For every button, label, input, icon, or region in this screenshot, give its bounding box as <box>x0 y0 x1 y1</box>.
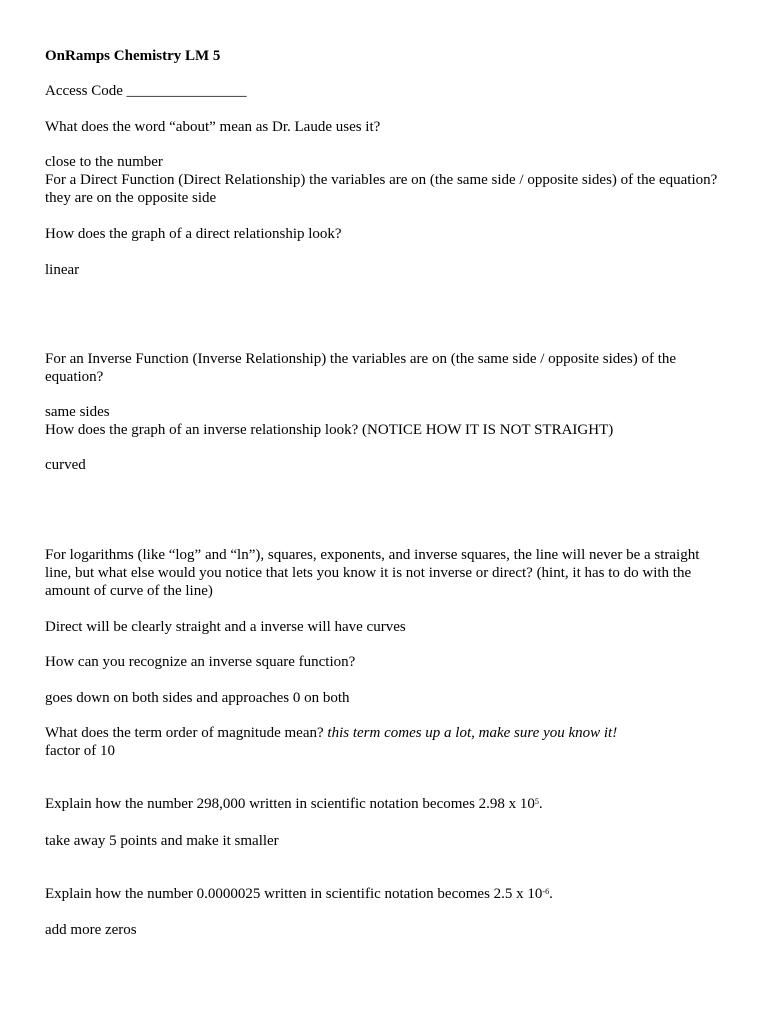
answer-10: add more zeros <box>45 922 137 938</box>
answer-3: linear <box>45 262 80 278</box>
question-8-text: What does the term order of magnitude mean? <box>45 725 324 741</box>
question-10-end: . <box>549 886 553 902</box>
question-4-line-2: equation? <box>45 369 104 385</box>
answer-4: same sides <box>45 404 110 420</box>
answer-2: they are on the opposite side <box>45 190 217 206</box>
question-8 <box>45 724 728 742</box>
question-6-line-3: amount of curve of the line) <box>45 583 213 599</box>
access-code-line: Access Code ________________ <box>45 83 247 99</box>
question-6-line-2: line, but what else would you notice that lets you know it is not inverse or direct? (hint, it has to do with the <box>45 565 692 581</box>
question-8-note: this term comes up a lot, make sure you know it! <box>327 725 618 741</box>
question-1: What does the word “about” mean as Dr. Laude uses it? <box>45 119 381 135</box>
question-10 <box>45 885 728 903</box>
question-9 <box>45 795 728 813</box>
answer-1: close to the number <box>45 154 163 170</box>
question-9-text: Explain how the number 298,000 written in scientific notation becomes 2.98 x 10 <box>45 796 535 812</box>
question-4-line-1: For an Inverse Function (Inverse Relationship) the variables are on (the same side / opposite sides) of the <box>45 351 677 367</box>
answer-5: curved <box>45 457 86 473</box>
answer-7: goes down on both sides and approaches 0 on both <box>45 690 350 706</box>
question-6-line-1: For logarithms (like “log” and “ln”), squares, exponents, and inverse squares, the line will never be a straight <box>45 547 700 563</box>
question-7: How can you recognize an inverse square function? <box>45 654 356 670</box>
question-3: How does the graph of a direct relationship look? <box>45 226 342 242</box>
answer-8: factor of 10 <box>45 743 115 759</box>
question-9-exponent: 5 <box>534 797 539 806</box>
question-10-exponent: -6 <box>542 887 550 896</box>
question-9-end: . <box>538 796 543 812</box>
question-5: How does the graph of an inverse relationship look? (NOTICE HOW IT IS NOT STRAIGHT) <box>45 422 614 438</box>
answer-6: Direct will be clearly straight and a inverse will have curves <box>45 619 406 635</box>
document-title: OnRamps Chemistry LM 5 <box>45 48 221 64</box>
answer-9: take away 5 points and make it smaller <box>45 833 279 849</box>
question-2: For a Direct Function (Direct Relationship) the variables are on (the same side / opposite sides) of the equation? <box>45 172 718 188</box>
question-10-text: Explain how the number 0.0000025 written in scientific notation becomes 2.5 x 10 <box>45 886 543 902</box>
